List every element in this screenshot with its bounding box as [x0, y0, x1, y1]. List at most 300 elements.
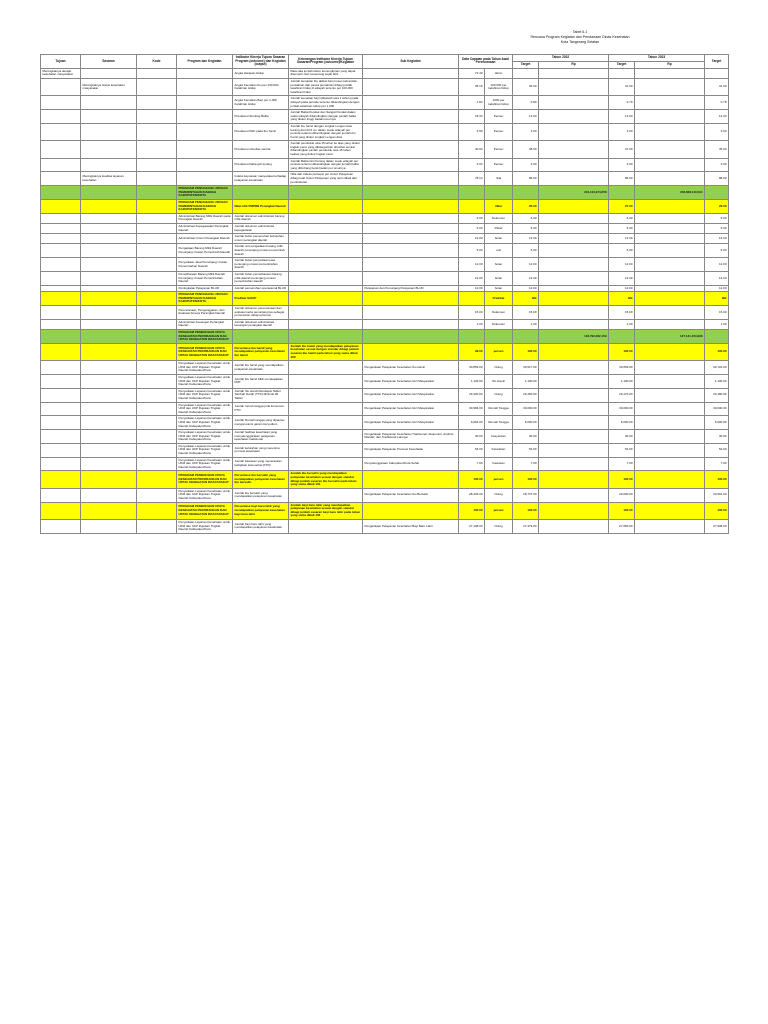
cell-sat: Persen	[485, 158, 513, 172]
cell-sasaran	[81, 374, 137, 388]
cell-ind: Jumlah bayi baru lahir yang mendapatkan pelayanan kesehatan	[233, 519, 289, 533]
cell-sub	[363, 234, 459, 244]
cell-rp1	[539, 78, 609, 95]
cell-tujuan	[41, 213, 81, 223]
cell-rp2	[635, 123, 705, 140]
cell-rp1	[539, 110, 609, 124]
cell-program: Penyediaan Layanan Kesehatan untuk UKM dan UKP Rujukan Tingkat Daerah Kabupaten/Kota	[177, 443, 233, 457]
cell-rp1	[539, 172, 609, 186]
cell-sat: 100.000 per kelahiran hidup	[485, 78, 513, 95]
cell-t2: 12.00	[609, 258, 635, 272]
cell-kode	[137, 158, 177, 172]
cell-t2: 12.00	[609, 234, 635, 244]
cell-sasaran	[81, 96, 137, 110]
col-target-2: Target	[609, 61, 635, 68]
cell-tujuan	[41, 244, 81, 258]
cell-program: PROGRAM PENUNJANG URUSAN PEMERINTAHAN DAERAH KABUPATEN/KOTA	[177, 200, 233, 214]
cell-rp1	[539, 402, 609, 416]
cell-t1: 0.80	[513, 96, 539, 110]
cell-ind: Jumlah bulan pemenuhan kebutuhan umum perangkat daerah	[233, 234, 289, 244]
table-row	[41, 343, 729, 360]
cell-kode	[137, 402, 177, 416]
cell-ind: Jumlah ibu bersalin yang mendapatkan pelayanan kesehatan	[233, 488, 289, 502]
cell-program: Penyediaan Layanan Kesehatan untuk UKM dan UKP Rujukan Tingkat Daerah Kabupaten/Kota	[177, 374, 233, 388]
cell-sasaran	[81, 488, 137, 502]
cell-sat: Dokumen	[485, 319, 513, 329]
cell-ind: Angka Kematian Ibu per 100.000 Kelahiran Hidup	[233, 78, 289, 95]
cell-rp2	[635, 361, 705, 375]
cell-cap: 15.33	[459, 110, 485, 124]
cell-t2: 15.00	[609, 306, 635, 320]
cell-tujuan	[41, 361, 81, 375]
table-row	[41, 213, 729, 223]
cell-program: Penyediaan Layanan Kesehatan untuk UKM dan UKP Rujukan Tingkat Daerah Kabupaten/Kota	[177, 430, 233, 444]
cell-ket: Nilai dari Indeks persepsi per Unsur Pelayanan dibagi total Unsur Pelayanan yang terisi dikali dari pembobotan	[289, 172, 363, 186]
cell-rp1	[539, 319, 609, 329]
cell-sub: Pengelolaan Pelayanan Kesehatan Ibu Bersalin	[363, 488, 459, 502]
cell-tujuan	[41, 457, 81, 471]
cell-cap	[459, 200, 485, 214]
cell-ket	[289, 186, 363, 200]
cell-rp2	[635, 306, 705, 320]
cell-rp2	[635, 457, 705, 471]
cell-t1: 27,379.00	[513, 519, 539, 533]
cell-t2: 54.00	[609, 443, 635, 457]
cell-t2: BB	[609, 292, 635, 306]
cell-tujuan	[41, 223, 81, 233]
cell-ket	[289, 361, 363, 375]
cell-sub: Pelayanan dan Penunjang Pelayanan BLUD	[363, 285, 459, 292]
col-target-1: Target	[513, 61, 539, 68]
cell-sat: Rumah Tangga	[485, 416, 513, 430]
cell-cap: 54.00	[459, 443, 485, 457]
cell-cap: 5.00	[459, 244, 485, 258]
cell-t2: 100.00	[609, 471, 635, 488]
cell-cap: 12.00	[459, 234, 485, 244]
cell-rp2	[635, 110, 705, 124]
cell-program: Penyediaan Layanan Kesehatan untuk UKM dan UKP Rujukan Tingkat Daerah Kabupaten/Kota	[177, 519, 233, 533]
cell-cap: 100.00	[459, 471, 485, 488]
cell-ind	[233, 186, 289, 200]
table-row	[41, 471, 729, 488]
cell-ket: Jumlah Balita Gizi Kurang dalam suatu wilayah per periode tertentu dibandingkan dengan jumlah balita yang ditimbang berat badan per umurnya	[289, 158, 363, 172]
cell-ta: 29.00	[705, 200, 729, 214]
cell-ind: Angka Kematian Bayi per 1.000 Kelahiran Hidup	[233, 96, 289, 110]
cell-t1: 100.00	[513, 471, 539, 488]
cell-cap	[459, 330, 485, 344]
cell-tujuan	[41, 519, 81, 533]
cell-ta: BB	[705, 292, 729, 306]
cell-t2: 30,000.00	[609, 402, 635, 416]
cell-kode	[137, 213, 177, 223]
cell-rp2	[635, 443, 705, 457]
cell-kode	[137, 271, 177, 285]
cell-tujuan	[41, 172, 81, 186]
cell-kode	[137, 457, 177, 471]
table-row	[41, 430, 729, 444]
cell-program	[177, 110, 233, 124]
cell-sasaran	[81, 141, 137, 158]
cell-cap: 1.84	[459, 96, 485, 110]
cell-sub	[363, 343, 459, 360]
cell-sasaran	[81, 430, 137, 444]
cell-tujuan	[41, 123, 81, 140]
cell-kode	[137, 200, 177, 214]
cell-program	[177, 68, 233, 78]
table-row	[41, 502, 729, 519]
cell-sub	[363, 158, 459, 172]
cell-rp2	[635, 96, 705, 110]
cell-ind: Prevalensi balita gizi kurang	[233, 158, 289, 172]
title-line-2: Rencana Program Kegiatan dan Pendanaan Dinas Kesehatan	[530, 35, 630, 39]
cell-ket	[289, 430, 363, 444]
cell-t2: 37.00	[609, 141, 635, 158]
cell-sat: nilai	[485, 172, 513, 186]
cell-t2: 5.00	[609, 244, 635, 258]
cell-kode	[137, 244, 177, 258]
cell-ket	[289, 457, 363, 471]
cell-rp2	[635, 502, 705, 519]
cell-tujuan	[41, 502, 81, 519]
cell-sasaran	[81, 285, 137, 292]
cell-tujuan	[41, 343, 81, 360]
cell-rp1	[539, 502, 609, 519]
cell-sub: Penyelenggaraan Kabupaten/Kota Sehat	[363, 457, 459, 471]
cell-rp2	[635, 343, 705, 360]
cell-t2: 100.00	[609, 502, 635, 519]
cell-sat: bulan	[485, 234, 513, 244]
cell-sub	[363, 141, 459, 158]
cell-sat: Kawasan	[485, 457, 513, 471]
cell-program: PROGRAM PENUNJANG URUSAN PEMERINTAHAN DAERAH KABUPATEN/KOTA	[177, 292, 233, 306]
cell-kode	[137, 488, 177, 502]
cell-sasaran	[81, 244, 137, 258]
cell-kode	[137, 186, 177, 200]
cell-sub	[363, 244, 459, 258]
cell-program: Penyediaan Layanan Kesehatan untuk UKM dan UKP Rujukan Tingkat Daerah Kabupaten/Kota	[177, 457, 233, 471]
table-row	[41, 292, 729, 306]
cell-ind: Jumlah fasilitas kesehatan yang menyelenggarakan pelayanan kesehatan tradisional	[233, 430, 289, 444]
cell-t1: 3.00	[513, 123, 539, 140]
cell-cap: 3.04	[459, 158, 485, 172]
table-row	[41, 68, 729, 78]
cell-ket	[289, 223, 363, 233]
cell-tujuan	[41, 443, 81, 457]
cell-sasaran	[81, 330, 137, 344]
cell-sasaran	[81, 158, 137, 172]
cell-program: Penyediaan Layanan Kesehatan untuk UKM dan UKP Rujukan Tingkat Daerah Kabupaten/Kota	[177, 488, 233, 502]
cell-rp1	[539, 361, 609, 375]
cell-ket: Rata-rata jumlah tahun kemungkinan yang dapat ditempuh oleh seseorang sejak lahir	[289, 68, 363, 78]
cell-rp1	[539, 234, 609, 244]
cell-sub: Pengelolaan Pelayanan Kesehatan Gizi Masyarakat	[363, 374, 459, 388]
cell-sasaran	[81, 271, 137, 285]
cell-t2: 3.00	[609, 158, 635, 172]
cell-rp1	[539, 285, 609, 292]
cell-t1: 5.00	[513, 213, 539, 223]
cell-program: Administrasi Kepegawaian Perangkat Daerah	[177, 223, 233, 233]
cell-sub: Pengelolaan Pelayanan Kesehatan Gizi Masyarakat	[363, 416, 459, 430]
cell-rp2	[635, 430, 705, 444]
col-tahun-2: Tahun 2023	[609, 55, 705, 62]
cell-rp2	[635, 258, 705, 272]
cell-tujuan	[41, 258, 81, 272]
cell-ta: 15.00	[705, 306, 729, 320]
cell-rp2	[635, 78, 705, 95]
title-line-1: Tabel 6.1	[572, 30, 588, 34]
cell-sasaran	[81, 292, 137, 306]
cell-rp2	[635, 488, 705, 502]
cell-t1: 32.00	[513, 78, 539, 95]
cell-kode	[137, 388, 177, 402]
cell-program: PROGRAM PEMENUHAN UPAYA KESEHATAN PERORANGAN DAN UPAYA KESEHATAN MASYARAKAT	[177, 330, 233, 344]
cell-t2: 100.00	[609, 343, 635, 360]
cell-sat: Orang	[485, 488, 513, 502]
cell-sat: Orang	[485, 361, 513, 375]
cell-program: Perencanaan, Penganggaran, dan Evaluasi Kinerja Perangkat Daerah	[177, 306, 233, 320]
cell-ta: 100.00	[705, 502, 729, 519]
cell-sub: Pengelolaan Pelayanan Kesehatan Gizi Masyarakat	[363, 388, 459, 402]
cell-ta: 100.00	[705, 343, 729, 360]
cell-cap: 30,859.00	[459, 361, 485, 375]
cell-tujuan	[41, 110, 81, 124]
cell-ta: 1,100.00	[705, 374, 729, 388]
table-row	[41, 78, 729, 95]
cell-t2: 29,170.00	[609, 388, 635, 402]
table-row	[41, 488, 729, 502]
cell-ind: Prevalensi Stunting Balita	[233, 110, 289, 124]
cell-kode	[137, 68, 177, 78]
cell-program: Administrasi Umum Perangkat Daerah	[177, 234, 233, 244]
cell-t1: 6,000.00	[513, 416, 539, 430]
cell-t2: 14.00	[609, 110, 635, 124]
cell-rp2	[635, 68, 705, 78]
table-row	[41, 319, 729, 329]
cell-tujuan	[41, 158, 81, 172]
cell-ket	[289, 258, 363, 272]
cell-rp1	[539, 258, 609, 272]
cell-sasaran	[81, 457, 137, 471]
cell-rp2	[635, 292, 705, 306]
cell-t1: 30,000.00	[513, 402, 539, 416]
cell-rp2	[635, 402, 705, 416]
cell-rp2	[635, 244, 705, 258]
cell-t2: 27,650.00	[609, 519, 635, 533]
cell-sasaran	[81, 234, 137, 244]
cell-t2	[609, 68, 635, 78]
cell-cap: 30,984.00	[459, 402, 485, 416]
cell-kode	[137, 306, 177, 320]
cell-ket	[289, 306, 363, 320]
cell-ta: 14.00	[705, 110, 729, 124]
cell-tujuan: Meningkatnya derajat kesehatan masyarakat	[41, 68, 81, 78]
cell-rp1: 118,790,082,159	[539, 330, 609, 344]
cell-rp1	[539, 471, 609, 488]
cell-t1: 29,150.00	[513, 388, 539, 402]
cell-ta: 6,000.00	[705, 416, 729, 430]
cell-sat: bulan	[485, 258, 513, 272]
cell-t1: 5.00	[513, 244, 539, 258]
cell-sat: bulan	[485, 271, 513, 285]
cell-rp1	[539, 443, 609, 457]
cell-t1: 14.00	[513, 110, 539, 124]
col-kode: Kode	[137, 55, 177, 69]
cell-sat: persen	[485, 471, 513, 488]
cell-tujuan	[41, 78, 81, 95]
cell-program: Penyediaan Jasa Penunjang Urusan Pemerintahan Daerah	[177, 258, 233, 272]
cell-ket	[289, 213, 363, 223]
table-row	[41, 258, 729, 272]
cell-sub	[363, 68, 459, 78]
cell-sasaran	[81, 443, 137, 457]
cell-sub	[363, 306, 459, 320]
cell-sub	[363, 96, 459, 110]
cell-cap: 100.00	[459, 502, 485, 519]
table-row	[41, 186, 729, 200]
title-line-3: Kota Tangerang Selatan	[560, 40, 600, 44]
cell-rp2	[635, 234, 705, 244]
cell-sasaran	[81, 416, 137, 430]
cell-tujuan	[41, 306, 81, 320]
cell-ind: Nilai LKE PMPRB Perangkat Daerah	[233, 200, 289, 214]
cell-kode	[137, 172, 177, 186]
cell-t1: 12.00	[513, 271, 539, 285]
cell-ind: Persentase ibu hamil yang mendapatkan pelayanan kesehatan ibu hamil	[233, 343, 289, 360]
cell-ta: 3.00	[705, 158, 729, 172]
cell-cap: 1.00	[459, 319, 485, 329]
cell-t1: 15.00	[513, 306, 539, 320]
cell-sub	[363, 110, 459, 124]
cell-t1: 54.00	[513, 443, 539, 457]
cell-program	[177, 172, 233, 186]
cell-ta: 30,722.00	[705, 361, 729, 375]
cell-rp1	[539, 213, 609, 223]
cell-ket	[289, 519, 363, 533]
col-tujuan: Tujuan	[41, 55, 81, 69]
cell-cap: 12.00	[459, 258, 485, 272]
cell-rp2	[635, 285, 705, 292]
cell-tujuan	[41, 402, 81, 416]
cell-rp1	[539, 123, 609, 140]
cell-ta: 30.00	[705, 430, 729, 444]
cell-rp1	[539, 430, 609, 444]
cell-ind: Jumlah bulan penyediaan jasa penunjang urusan pemerintahan daerah	[233, 258, 289, 272]
cell-t1: 38.00	[513, 141, 539, 158]
cell-program: Penyediaan Layanan Kesehatan untuk UKM dan UKP Rujukan Tingkat Daerah Kabupaten/Kota	[177, 361, 233, 375]
cell-program	[177, 158, 233, 172]
cell-kode	[137, 330, 177, 344]
cell-ind: Jumlah dokumen administrasi keuangan perangkat daerah	[233, 319, 289, 329]
cell-ket: Jumlah Balita Pendek dan Sangat Pendek dalam suatu wilayah dibandingkan dengan jumlah balita yang diukur tinggi badan/umurnya	[289, 110, 363, 124]
cell-rp2	[635, 519, 705, 533]
cell-ta: 12.00	[705, 258, 729, 272]
cell-ind: Indeks kepuasan masyarakat terhadap pelayanan kesehatan	[233, 172, 289, 186]
cell-tujuan	[41, 374, 81, 388]
cell-rp1	[539, 96, 609, 110]
cell-ind: Jumlah pemenuhan operasional BLUD	[233, 285, 289, 292]
cell-t1: 12.00	[513, 234, 539, 244]
cell-t2: 0.79	[609, 96, 635, 110]
cell-t1	[513, 186, 539, 200]
cell-sub	[363, 78, 459, 95]
cell-t2: 5.00	[609, 213, 635, 223]
cell-ind: Prevalensi KEK pada Ibu hamil	[233, 123, 289, 140]
cell-sasaran	[81, 186, 137, 200]
cell-sasaran	[81, 319, 137, 329]
cell-sat: Persen	[485, 110, 513, 124]
cell-ket	[289, 319, 363, 329]
cell-t2: 5.00	[609, 223, 635, 233]
cell-t1	[513, 330, 539, 344]
cell-rp2	[635, 374, 705, 388]
table-row	[41, 123, 729, 140]
cell-program	[177, 141, 233, 158]
cell-ket	[289, 271, 363, 285]
cell-program: Pemeliharaan Barang Milik Daerah Penunjang Urusan Pemerintahan Daerah	[177, 271, 233, 285]
cell-ket: Jumlah ibu hamil yang mendapatkan pelayanan kesehatan sesuai dengan standar dibagi jumlah sasaran ibu hamil pada tahun yang sama dikali 100	[289, 343, 363, 360]
cell-rp2: 303,828,110,534	[635, 186, 705, 200]
cell-cap: 72.49	[459, 68, 485, 78]
cell-rp1	[539, 416, 609, 430]
cell-program	[177, 123, 233, 140]
cell-sat: Predikat	[485, 292, 513, 306]
cell-cap: 12.00	[459, 271, 485, 285]
cell-ind: Persentase bayi baru lahir yang mendapatkan pelayanan kesehatan bayi baru lahir	[233, 502, 289, 519]
cell-kode	[137, 471, 177, 488]
cell-sat: Persen	[485, 123, 513, 140]
cell-t2: 86.00	[609, 172, 635, 186]
cell-sub: Pengelolaan Pelayanan Kesehatan Bayi Baru Lahir	[363, 519, 459, 533]
cell-tujuan	[41, 488, 81, 502]
cell-t2: 3.00	[609, 123, 635, 140]
cell-t2: 27.00	[609, 200, 635, 214]
cell-sasaran	[81, 213, 137, 223]
cell-kode	[137, 234, 177, 244]
table-row	[41, 223, 729, 233]
cell-t2: 1,100.00	[609, 374, 635, 388]
cell-t2: 12.00	[609, 285, 635, 292]
cell-sub	[363, 502, 459, 519]
cell-sasaran	[81, 519, 137, 533]
col-sasaran: Sasaran	[81, 55, 137, 69]
table-row	[41, 457, 729, 471]
cell-ta: 100.00	[705, 471, 729, 488]
cell-sat: Fasyankes	[485, 430, 513, 444]
cell-tujuan	[41, 330, 81, 344]
cell-sub	[363, 123, 459, 140]
cell-t2: 29,000.00	[609, 488, 635, 502]
col-capaian: Data Capaian pada Tahun Awal Perencanaan	[459, 55, 513, 69]
cell-ta: 12.00	[705, 234, 729, 244]
cell-ind: Jumlah ibu hamil yang mendapatkan pelayanan kesehatan	[233, 361, 289, 375]
cell-program: Penyediaan Layanan Kesehatan untuk UKM dan UKP Rujukan Tingkat Daerah Kabupaten/Kota	[177, 388, 233, 402]
cell-tujuan	[41, 141, 81, 158]
cell-sub	[363, 271, 459, 285]
table-row	[41, 402, 729, 416]
cell-tujuan	[41, 200, 81, 214]
col-sub-kegiatan: Sub Kegiatan	[363, 55, 459, 69]
cell-ta: 54.00	[705, 443, 729, 457]
cell-sat: Orang	[485, 388, 513, 402]
cell-ta: 30,000.00	[705, 402, 729, 416]
cell-tujuan	[41, 271, 81, 285]
cell-sasaran	[81, 502, 137, 519]
cell-sub	[363, 330, 459, 344]
cell-sasaran	[81, 343, 137, 360]
cell-t1	[513, 68, 539, 78]
cell-rp1: 301,110,974,058	[539, 186, 609, 200]
col-tahun-1: Tahun 2022	[513, 55, 609, 62]
